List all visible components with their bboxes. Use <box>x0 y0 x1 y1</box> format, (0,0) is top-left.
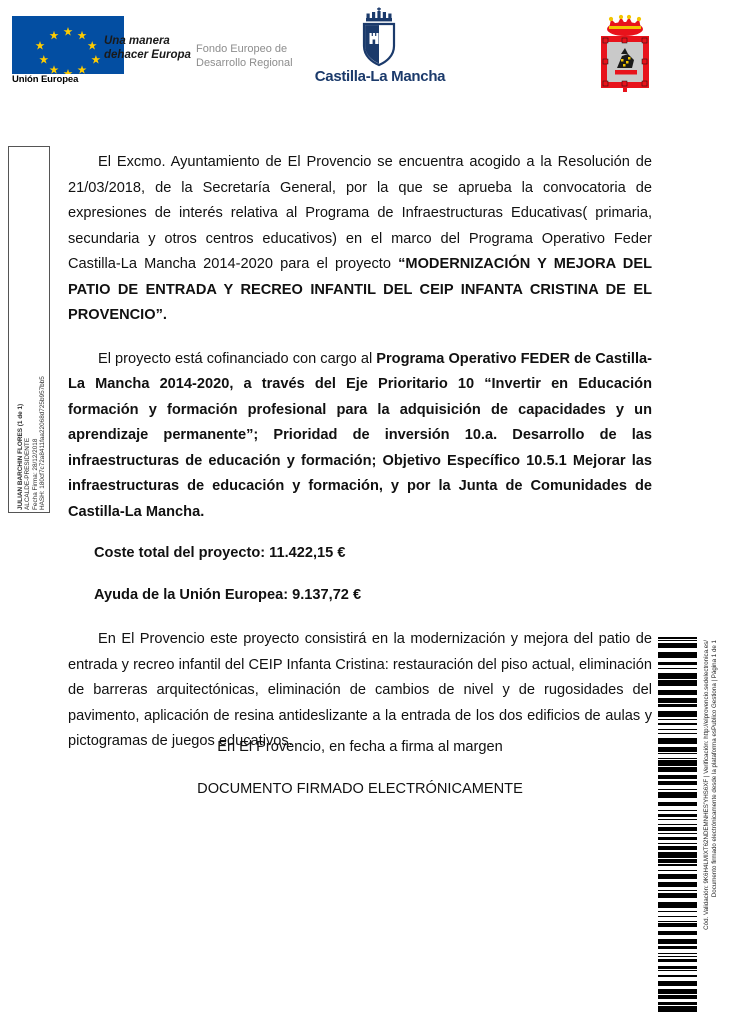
paragraph-2-programme-detail: Programa Operativo FEDER de Castilla-La Mancha 2014-2020, a través del Eje Prioritario 10 “Invertir en Educación formación y formación profesional para la adquisición de capacidades y un aprendizaje permanente”; Prioridad de inversión 10.a. Desarrollo de las infraestructuras de educación y formación; Objetivo Específico 10.5.1 Mejorar las infraestructuras de educación y formación, y por la Junta de Comunidades de Castilla-La Mancha. <box>68 350 653 520</box>
document-body <box>68 150 652 773</box>
erdf-fund-line1: Fondo Europeo de <box>196 43 288 55</box>
paragraph-1 <box>68 150 652 329</box>
signature-date: Fecha Firma: 28/12/2018 <box>31 438 39 510</box>
eu-slogan-line1: Una manera <box>104 35 170 47</box>
signer-name: JULIAN BARCHIN FLORES (1 de 1) <box>16 403 24 510</box>
castilla-la-mancha-logo <box>300 6 460 96</box>
validation-code-line: Cód. Validación: 9K6H4LMIXT62NDEMNHES'YHS6XF | Verificación: http://elprovencio.sedelectronica.es/ <box>703 640 710 930</box>
signer-role: ALCALDE-PRESIDENTE <box>24 437 32 510</box>
paragraph-3: En El Provencio este proyecto consistirá en la modernización y mejora del patio de entrada y recreo infantil del CEIP Infanta Cristina: restauración del piso actual, eliminación de barreras arquitectónicas, eliminación de cambios de nivel y de rugosidades del pavimento, aplicación de resina antideslizante a la entrada de los dos edificios de aulas y pictogramas de juegos educativos. <box>68 631 652 749</box>
el-provencio-coat-of-arms-icon <box>590 10 660 94</box>
eu-slogan-line2: dehacer Europa <box>104 49 191 61</box>
castilla-la-mancha-caption: Castilla-La Mancha <box>314 68 446 85</box>
erdf-fund-line2: Desarrollo Regional <box>196 57 293 69</box>
paragraph-2 <box>68 347 652 526</box>
document-header <box>0 0 730 105</box>
castilla-la-mancha-shield-icon <box>348 6 410 68</box>
signed-electronically-notice: DOCUMENTO FIRMADO ELECTRÓNICAMENTE <box>197 781 523 797</box>
paragraph-2-text: El proyecto está cofinanciado con cargo al <box>98 350 377 367</box>
total-cost-label: Coste total del proyecto: 11.422,15 € <box>94 545 346 561</box>
eu-slogan <box>104 34 194 62</box>
verification-text-block <box>699 640 719 1018</box>
eu-aid-label: Ayuda de la Unión Europea: 9.137,72 € <box>94 587 362 603</box>
barcode-icon <box>658 637 697 1015</box>
platform-notice-line: Documento firmado electrónicamente desde la plataforma esPublico Gestiona | Página 1 de 1 <box>711 640 718 898</box>
place-and-date: En El Provencio, en fecha a firma al margen <box>217 739 503 755</box>
electronic-signature-stamp-text <box>9 147 49 512</box>
paragraph-1-text: El Excmo. Ayuntamiento de El Provencio se encuentra acogido a la Resolución de 21/03/2018, de la Secretaría General, por la que se aprueba la convocatoria de expresiones de interés relativa al Programa de Infraestructuras Educativas( primaria, secundaria y otros centros educativos) en el marco del Programa Operativo Feder Castilla-La Mancha 2014-2020 para el proyecto <box>68 154 652 272</box>
closing-block <box>68 735 652 801</box>
signature-hash: HASH: 180cf7c72a8411faa22068d725b957bb5 <box>39 376 47 510</box>
electronic-signature-stamp <box>8 146 50 513</box>
eu-caption-label: Unión Europea <box>12 74 79 85</box>
erdf-fund-label <box>196 42 304 70</box>
paragraph-1-project-title: “MODERNIZACIÓN Y MEJORA DEL PATIO DE ENTRADA Y RECREO INFANTIL DEL CEIP INFANTA CRISTINA DE EL PROVENCIO”. <box>68 256 652 323</box>
